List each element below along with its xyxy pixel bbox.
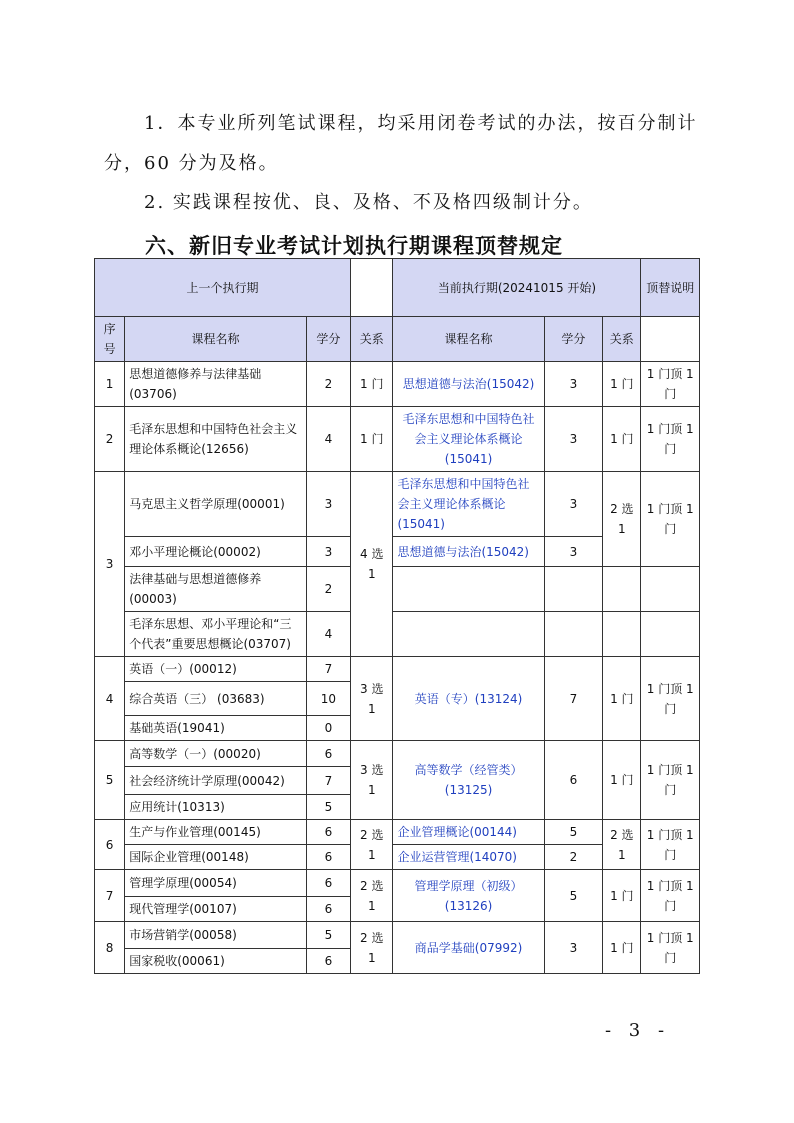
cur-relation: 2 选 1: [603, 820, 641, 870]
prev-course-name: 社会经济统计学原理(00042): [125, 767, 306, 795]
prev-course-name: 毛泽东思想、邓小平理论和“三个代表”重要思想概论(03707): [125, 612, 306, 657]
prev-course-name: 管理学原理(00054): [125, 870, 306, 897]
table-row: [95, 741, 700, 767]
prev-course-credit: 4: [306, 612, 350, 657]
prev-course-name: 法律基础与思想道德修养(00003): [125, 567, 306, 612]
cur-relation: 2 选 1: [603, 472, 641, 567]
cur-course-name: 管理学原理（初级）(13126): [393, 870, 544, 922]
empty-cell: [544, 567, 602, 612]
table-row: [95, 362, 700, 407]
prev-course-credit: 4: [306, 407, 350, 472]
current-period-header: 当前执行期(20241015 开始): [393, 259, 641, 317]
empty-cell: [393, 612, 544, 657]
table-row: [95, 820, 700, 845]
table-row: [95, 870, 700, 897]
empty-cell: [603, 612, 641, 657]
prev-course-name: 邓小平理论概论(00002): [125, 537, 306, 567]
empty-cell: [393, 567, 544, 612]
prev-course-credit: 6: [306, 820, 350, 845]
cur-relation-header: 关系: [603, 317, 641, 362]
prev-course-name: 马克思主义哲学原理(00001): [125, 472, 306, 537]
prev-course-header: 课程名称: [125, 317, 306, 362]
table-row: [95, 407, 700, 472]
cur-course-credit: 6: [544, 741, 602, 820]
replacement-note: 1 门顶 1 门: [641, 741, 700, 820]
prev-relation: 4 选 1: [351, 472, 393, 657]
table-row: [95, 922, 700, 949]
replacement-note: 1 门顶 1 门: [641, 472, 700, 567]
cur-course-credit: 3: [544, 407, 602, 472]
empty-cell: [603, 567, 641, 612]
prev-course-name: 英语（一）(00012): [125, 657, 306, 682]
prev-course-credit: 6: [306, 845, 350, 870]
prev-course-name: 高等数学（一）(00020): [125, 741, 306, 767]
seq-header: 序号: [95, 317, 125, 362]
cur-course-name: 英语（专）(13124): [393, 657, 544, 741]
prev-relation: 3 选 1: [351, 741, 393, 820]
cur-relation: 1 门: [603, 870, 641, 922]
prev-course-name: 毛泽东思想和中国特色社会主义理论体系概论(12656): [125, 407, 306, 472]
row-seq: 1: [95, 362, 125, 407]
page-number: - 3 -: [605, 1020, 671, 1041]
cur-course-credit: 3: [544, 537, 602, 567]
prev-course-credit: 10: [306, 682, 350, 716]
cur-course-name: 思想道德与法治(15042): [393, 362, 544, 407]
prev-course-name: 国际企业管理(00148): [125, 845, 306, 870]
prev-course-credit: 6: [306, 897, 350, 922]
replacement-note: 1 门顶 1 门: [641, 407, 700, 472]
cur-course-header: 课程名称: [393, 317, 544, 362]
prev-course-credit: 7: [306, 657, 350, 682]
prev-course-credit: 6: [306, 870, 350, 897]
prev-course-credit: 5: [306, 922, 350, 949]
replacement-table: [94, 258, 700, 974]
prev-relation: 2 选 1: [351, 820, 393, 870]
note-item-2: 2. 实践课程按优、良、及格、不及格四级制计分。: [144, 192, 593, 213]
prev-course-credit: 5: [306, 795, 350, 820]
prev-course-name: 市场营销学(00058): [125, 922, 306, 949]
cur-course-credit: 3: [544, 472, 602, 537]
note-item-1-line-2: 分，60 分为及格。: [104, 153, 279, 174]
replacement-note: 1 门顶 1 门: [641, 657, 700, 741]
cur-course-name: 企业运营管理(14070): [393, 845, 544, 870]
row-seq: 5: [95, 741, 125, 820]
row-seq: 3: [95, 472, 125, 657]
prev-course-credit: 7: [306, 767, 350, 795]
replacement-note: 1 门顶 1 门: [641, 362, 700, 407]
cur-course-name: 商品学基础(07992): [393, 922, 544, 974]
cur-relation: 1 门: [603, 407, 641, 472]
note-item-1-line-1: 1．本专业所列笔试课程，均采用闭卷考试的办法，按百分制计: [144, 113, 698, 134]
cur-course-credit: 2: [544, 845, 602, 870]
cur-course-credit: 7: [544, 657, 602, 741]
prev-course-name: 基础英语(19041): [125, 716, 306, 741]
row-seq: 4: [95, 657, 125, 741]
prev-course-name: 生产与作业管理(00145): [125, 820, 306, 845]
empty-cell: [641, 567, 700, 612]
prev-course-credit: 3: [306, 537, 350, 567]
cur-relation: 1 门: [603, 741, 641, 820]
prev-credit-header: 学分: [306, 317, 350, 362]
cur-relation: 1 门: [603, 362, 641, 407]
row-seq: 7: [95, 870, 125, 922]
table-row: [95, 567, 700, 612]
cur-course-name: 毛泽东思想和中国特色社会主义理论体系概论(15041): [393, 472, 544, 537]
cur-relation: 1 门: [603, 657, 641, 741]
cur-course-name: 毛泽东思想和中国特色社会主义理论体系概论(15041): [393, 407, 544, 472]
cur-course-credit: 3: [544, 922, 602, 974]
prev-course-credit: 6: [306, 741, 350, 767]
table-row: [95, 472, 700, 537]
row-seq: 2: [95, 407, 125, 472]
replacement-note: 1 门顶 1 门: [641, 922, 700, 974]
prev-course-name: 综合英语（三） (03683): [125, 682, 306, 716]
relation-header: 关系: [351, 317, 393, 362]
prev-course-credit: 0: [306, 716, 350, 741]
cur-credit-header: 学分: [544, 317, 602, 362]
cur-course-name: 高等数学（经管类）(13125): [393, 741, 544, 820]
cur-course-credit: 5: [544, 870, 602, 922]
replacement-note: 1 门顶 1 门: [641, 870, 700, 922]
header-gap-cell: [351, 259, 393, 317]
cur-course-name: 思想道德与法治(15042): [393, 537, 544, 567]
row-seq: 6: [95, 820, 125, 870]
prev-course-name: 国家税收(00061): [125, 949, 306, 974]
empty-cell: [641, 612, 700, 657]
header-row-2: [95, 317, 700, 362]
replacement-note: 1 门顶 1 门: [641, 820, 700, 870]
cur-course-name: 企业管理概论(00144): [393, 820, 544, 845]
prev-relation: 2 选 1: [351, 870, 393, 922]
row-seq: 8: [95, 922, 125, 974]
prev-course-credit: 3: [306, 472, 350, 537]
section-title: 六、新旧专业考试计划执行期课程顶替规定: [145, 234, 563, 258]
table-row: [95, 657, 700, 682]
empty-cell: [544, 612, 602, 657]
cur-course-credit: 3: [544, 362, 602, 407]
prev-course-name: 现代管理学(00107): [125, 897, 306, 922]
prev-course-name: 思想道德修养与法律基础(03706): [125, 362, 306, 407]
prev-course-credit: 2: [306, 567, 350, 612]
prev-relation: 2 选 1: [351, 922, 393, 974]
prev-course-name: 应用统计(10313): [125, 795, 306, 820]
prev-relation: 1 门: [351, 362, 393, 407]
header-row-1: [95, 259, 700, 317]
note-header-empty: [641, 317, 700, 362]
prev-relation: 3 选 1: [351, 657, 393, 741]
prev-course-credit: 6: [306, 949, 350, 974]
prev-period-header: 上一个执行期: [95, 259, 351, 317]
prev-relation: 1 门: [351, 407, 393, 472]
prev-course-credit: 2: [306, 362, 350, 407]
cur-relation: 1 门: [603, 922, 641, 974]
table-row: [95, 612, 700, 657]
replacement-note-header: 顶替说明: [641, 259, 700, 317]
cur-course-credit: 5: [544, 820, 602, 845]
